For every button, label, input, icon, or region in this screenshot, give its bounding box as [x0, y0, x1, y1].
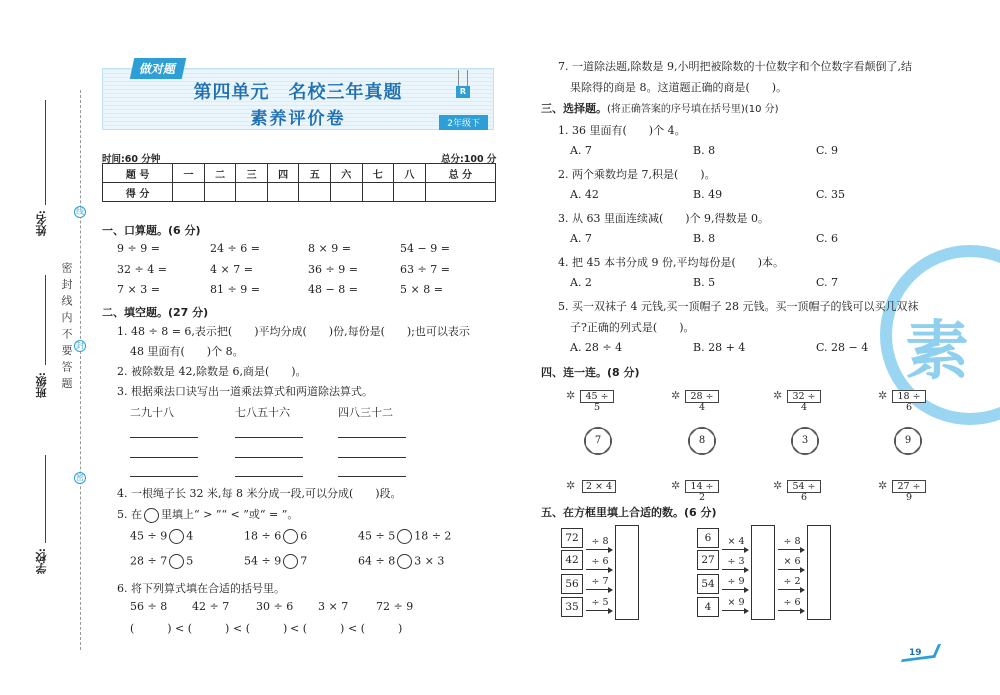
flower-icon[interactable] [792, 428, 818, 454]
unit-title: 第四单元 名校三年真题 [193, 82, 403, 103]
school-label: 学校: [35, 548, 48, 575]
score-cell[interactable] [425, 183, 495, 202]
arrow-icon [778, 569, 804, 570]
score-header: 三 [236, 164, 268, 183]
choice-option[interactable]: A. 7 [570, 232, 592, 245]
fill-q5: 5. 在 里填上“ > ”“ < ”或“ = ”。 [117, 508, 299, 521]
answer-line[interactable] [130, 457, 198, 458]
choice-option[interactable]: B. 49 [693, 188, 723, 201]
bee-icon: ✲ [671, 479, 681, 492]
compare-item[interactable]: 45 ÷ 9 4 [130, 529, 194, 543]
fill-q7-line1: 7. 一道除法题,除数是 9,小明把被除数的十位数字和个位数字看颠倒了,结 [558, 60, 912, 73]
connect-card-top[interactable]: 28 ÷ 4 [685, 390, 719, 403]
score-header: 一 [173, 164, 205, 183]
expr: 72 ÷ 9 [376, 600, 414, 613]
title-banner [102, 58, 494, 130]
operation-label: ÷ 9 [727, 576, 745, 587]
choice-option[interactable]: A. 7 [570, 144, 592, 157]
fill-q4: 4. 一根绳子长 32 米,每 8 米分成一段,可以分成( )段。 [117, 487, 402, 500]
answer-line[interactable] [338, 457, 406, 458]
answer-line[interactable] [338, 437, 406, 438]
score-cell[interactable] [173, 183, 205, 202]
score-header: 七 [362, 164, 394, 183]
compare-item[interactable]: 18 ÷ 6 6 [244, 529, 308, 543]
operation-label: ÷ 7 [591, 576, 609, 587]
choice-question: 4. 把 45 本书分成 9 份,平均每份是( )本。 [558, 256, 785, 269]
choice-option[interactable]: B. 8 [693, 232, 716, 245]
choice-question: 1. 36 里面有( )个 4。 [558, 124, 686, 137]
fill-q1-line2: 48 里面有( )个 8。 [130, 345, 244, 358]
expr: 3 × 7 [318, 600, 349, 613]
oral-item: 7 × 3 = [117, 283, 160, 296]
expr: 42 ÷ 7 [192, 600, 230, 613]
connect-card-bottom[interactable]: 2 × 4 [582, 480, 616, 493]
score-header: 总 分 [425, 164, 495, 183]
fill-q1-line1: 1. 48 ÷ 8 = 6,表示把( )平均分成( )份,每份是( );也可以表示 [117, 325, 470, 338]
fill-q6: 6. 将下列算式填在合适的括号里。 [117, 582, 285, 595]
score-cell[interactable] [236, 183, 268, 202]
oral-item: 32 ÷ 4 = [117, 263, 167, 276]
choice-option[interactable]: B. 8 [693, 144, 716, 157]
operation-label: × 6 [783, 556, 801, 567]
fill-q3: 3. 根据乘法口诀写出一道乘法算式和两道除法算式。 [117, 385, 373, 398]
choice-option[interactable]: A. 28 ÷ 4 [570, 341, 623, 354]
score-header: 八 [394, 164, 426, 183]
class-write-line[interactable] [45, 275, 46, 365]
name-write-line[interactable] [45, 100, 46, 205]
answer-line[interactable] [235, 437, 303, 438]
choice-option[interactable]: B. 28 + 4 [693, 341, 746, 354]
choice-option[interactable]: A. 42 [570, 188, 599, 201]
arrow-icon [586, 549, 612, 550]
oral-item: 81 ÷ 9 = [210, 283, 260, 296]
operation-label: ÷ 6 [783, 597, 801, 608]
compare-item[interactable]: 45 ÷ 5 18 ÷ 2 [358, 529, 452, 543]
choice-option[interactable]: C. 9 [816, 144, 839, 157]
score-header: 六 [330, 164, 362, 183]
section-1-title: 一、口算题。(6 分) [102, 224, 201, 237]
flower-number: 8 [698, 435, 706, 446]
order-slot[interactable]: ( ) [130, 622, 172, 635]
school-write-line[interactable] [45, 455, 46, 543]
score-cell[interactable] [362, 183, 394, 202]
operation-label: ÷ 2 [783, 576, 801, 587]
bee-icon: ✲ [878, 389, 888, 402]
flower-icon[interactable] [689, 428, 715, 454]
operation-label: ÷ 3 [727, 556, 745, 567]
score-header: 题 号 [103, 164, 173, 183]
score-header: 五 [299, 164, 331, 183]
bee-icon: ✲ [566, 479, 576, 492]
stamp-character: 素 [905, 315, 969, 389]
order-slot[interactable]: < ( ) [290, 622, 345, 635]
choice-option[interactable]: C. 6 [816, 232, 839, 245]
score-table [102, 163, 496, 202]
choice-option[interactable]: C. 7 [816, 276, 839, 289]
given-number: 35 [561, 597, 583, 617]
section-2-title: 二、填空题。(27 分) [102, 306, 209, 319]
given-number: 72 [561, 528, 583, 548]
rhyme: 二九十八 [130, 406, 174, 419]
oral-item: 24 ÷ 6 = [210, 242, 260, 255]
compare-item[interactable]: 28 ÷ 7 5 [130, 554, 194, 568]
fold-instruction: 密 封 线 内 不 要 答 题 [60, 262, 73, 390]
score-cell[interactable] [394, 183, 426, 202]
flower-icon[interactable] [895, 428, 921, 454]
given-number: 56 [561, 574, 583, 594]
bee-icon: ✲ [566, 389, 576, 402]
fold-mark-xian: 线 [76, 207, 84, 216]
time-limit: 时间:60 分钟 [102, 154, 161, 165]
name-label: 姓名: [35, 210, 48, 237]
oral-item: 54 − 9 = [400, 242, 450, 255]
score-cell[interactable] [204, 183, 236, 202]
oral-item: 9 ÷ 9 = [117, 242, 160, 255]
total-score: 总分:100 分 [441, 154, 497, 165]
arrow-icon [586, 569, 612, 570]
operation-label: × 9 [727, 597, 745, 608]
order-slot[interactable]: < ( ) [233, 622, 288, 635]
do-right-tag: 做对题 [130, 58, 186, 79]
bee-icon: ✲ [671, 389, 681, 402]
choice-question: 3. 从 63 里面连续减( )个 9,得数是 0。 [558, 212, 770, 225]
oral-item: 36 ÷ 9 = [308, 263, 358, 276]
choice-question: 5. 买一双袜子 4 元钱,买一顶帽子 28 元钱。买一顶帽子的钱可以买几双袜 [558, 300, 919, 313]
choice-option[interactable]: C. 35 [816, 188, 846, 201]
arrow-icon [722, 610, 748, 611]
oral-item: 63 ÷ 7 = [400, 263, 450, 276]
given-number: 4 [697, 597, 719, 617]
answer-line[interactable] [130, 476, 198, 477]
connect-card-bottom[interactable]: 54 ÷ 6 [787, 480, 821, 493]
choice-option[interactable]: C. 28 − 4 [816, 341, 869, 354]
fill-q2: 2. 被除数是 42,除数是 6,商是( )。 [117, 365, 307, 378]
flower-icon[interactable] [585, 428, 611, 454]
bee-icon: ✲ [773, 479, 783, 492]
answer-column[interactable] [615, 525, 639, 620]
connect-card-top[interactable]: 32 ÷ 4 [787, 390, 821, 403]
answer-line[interactable] [235, 476, 303, 477]
fold-mark-mi: 密 [76, 473, 84, 482]
binding-fold-line [80, 90, 81, 650]
operation-label: ÷ 8 [783, 536, 801, 547]
flower-number: 7 [594, 435, 602, 446]
oral-item: 8 × 9 = [308, 242, 351, 255]
connect-card-top[interactable]: 18 ÷ 6 [892, 390, 926, 403]
arrow-icon [778, 549, 804, 550]
flower-number: 9 [904, 435, 912, 446]
section-3-title: 三、选择题。(将正确答案的序号填在括号里)(10 分) [541, 102, 779, 115]
score-header: 四 [267, 164, 299, 183]
operation-label: ÷ 8 [591, 536, 609, 547]
operation-label: ÷ 5 [591, 597, 609, 608]
arrow-icon [586, 610, 612, 611]
score-header: 二 [204, 164, 236, 183]
arrow-icon [722, 549, 748, 550]
given-number: 54 [697, 574, 719, 594]
order-slot[interactable]: < ( ) [175, 622, 230, 635]
class-label: 班级: [35, 372, 48, 399]
bee-icon: ✲ [773, 389, 783, 402]
rhyme: 七八五十六 [235, 406, 290, 419]
arrow-icon [722, 569, 748, 570]
choice-option[interactable]: A. 2 [570, 276, 592, 289]
choice-option[interactable]: B. 5 [693, 276, 716, 289]
operation-label: ÷ 6 [591, 556, 609, 567]
given-number: 27 [697, 550, 719, 570]
fill-q7-line2: 果除得的商是 8。这道题正确的商是( )。 [570, 81, 788, 94]
edition-badge: R [456, 86, 470, 98]
arrow-icon [778, 610, 804, 611]
arrow-icon [778, 589, 804, 590]
score-cell[interactable] [267, 183, 299, 202]
score-cell[interactable] [299, 183, 331, 202]
page-number: 19 [909, 648, 922, 658]
arrow-icon [586, 589, 612, 590]
arrow-icon [722, 589, 748, 590]
order-slot[interactable]: < ( ) [348, 622, 403, 635]
oral-item: 5 × 8 = [400, 283, 443, 296]
compare-item[interactable]: 64 ÷ 8 3 × 3 [358, 554, 445, 568]
answer-line[interactable] [338, 476, 406, 477]
compare-item[interactable]: 54 ÷ 9 7 [244, 554, 308, 568]
expr: 56 ÷ 8 [130, 600, 168, 613]
oral-item: 4 × 7 = [210, 263, 253, 276]
score-cell[interactable] [330, 183, 362, 202]
connect-card-bottom[interactable]: 27 ÷ 9 [892, 480, 926, 493]
rhyme: 四八三十二 [338, 406, 393, 419]
flower-number: 3 [801, 435, 809, 446]
operation-label: × 4 [727, 536, 745, 547]
connect-card-top[interactable]: 45 ÷ 5 [580, 390, 614, 403]
grade-label: 2年级下 [439, 115, 488, 130]
score-row-label: 得 分 [103, 183, 173, 202]
bee-icon: ✲ [878, 479, 888, 492]
fold-mark-feng: 封 [76, 341, 84, 350]
oral-item: 48 − 8 = [308, 283, 358, 296]
section-4-title: 四、连一连。(8 分) [541, 366, 640, 379]
expr: 30 ÷ 6 [256, 600, 294, 613]
answer-column[interactable] [751, 525, 775, 620]
paper-title: 素养评价卷 [250, 109, 346, 129]
choice-question: 2. 两个乘数均是 7,积是( )。 [558, 168, 716, 181]
given-number: 6 [697, 528, 719, 548]
connect-card-bottom[interactable]: 14 ÷ 2 [685, 480, 719, 493]
answer-line[interactable] [130, 437, 198, 438]
section-5-title: 五、在方框里填上合适的数。(6 分) [541, 506, 717, 519]
answer-line[interactable] [235, 457, 303, 458]
given-number: 42 [561, 550, 583, 570]
choice-question-cont: 子?正确的列式是( )。 [570, 321, 695, 334]
answer-column[interactable] [807, 525, 831, 620]
